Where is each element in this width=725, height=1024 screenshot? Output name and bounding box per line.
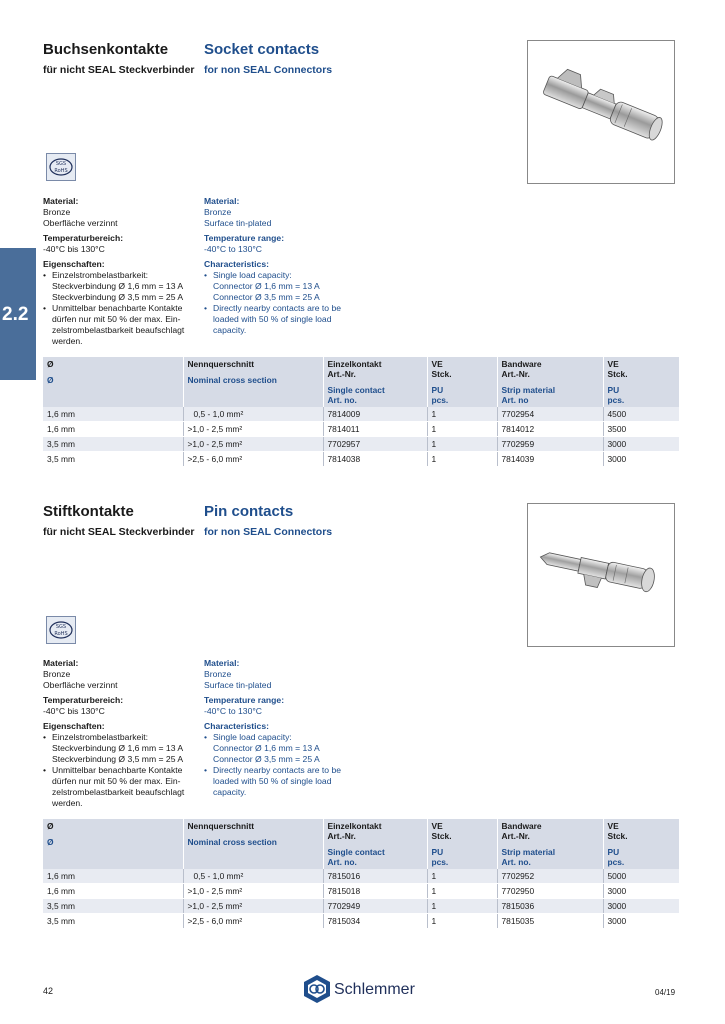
material-line: Oberfläche verzinnt <box>43 218 118 228</box>
product-title-de: Stiftkontakte <box>43 503 134 520</box>
socket-contact-image <box>527 40 675 184</box>
spec-block-de <box>43 658 208 809</box>
material-line: Bronze <box>204 207 232 217</box>
table-cell: 3,5 mm <box>43 914 183 929</box>
characteristics-label: Characteristics: <box>204 259 269 269</box>
table-cell: 1 <box>427 437 497 452</box>
characteristic-subline: Connector Ø 3,5 mm = 25 A <box>213 292 320 302</box>
table-cell: 1,6 mm <box>43 422 183 437</box>
header-label-en: Ø <box>47 837 54 847</box>
table-cell: 7702959 <box>497 437 603 452</box>
material-line: Surface tin-plated <box>204 218 272 228</box>
table-header-cell <box>497 819 603 869</box>
header-label-de: Einzelkontakt Art.-Nr. <box>327 821 382 841</box>
table-cell: 3000 <box>603 914 679 929</box>
temperature-value: -40°C to 130°C <box>204 244 262 254</box>
product-subtitle-en: for non SEAL Connectors <box>204 526 333 538</box>
header-label-en: PU pcs. <box>431 385 449 405</box>
material-line: Oberfläche verzinnt <box>43 680 118 690</box>
table-cell: 7815016 <box>323 869 427 884</box>
table-cell: 3000 <box>603 452 679 467</box>
characteristic-subline: Steckverbindung Ø 3,5 mm = 25 A <box>52 754 184 764</box>
table-cell: 7815036 <box>497 899 603 914</box>
characteristic-item: • Directly nearby contacts are to be loaded with 50 % of single load capacity. <box>204 765 369 798</box>
characteristic-item: • Single load capacity: <box>204 270 369 281</box>
material-label: Material: <box>204 196 240 206</box>
table-cell: 7814038 <box>323 452 427 467</box>
header-label-en: Nominal cross section <box>187 837 277 847</box>
table-cell: >1,0 - 2,5 mm² <box>183 884 323 899</box>
characteristic-item: • Einzelstrombelastbarkeit: <box>43 732 208 743</box>
header-label-en: Single contact Art. no. <box>327 847 385 867</box>
table-cell: 3500 <box>603 422 679 437</box>
certification-icon <box>46 616 76 644</box>
brand-name: Schlemmer <box>334 981 415 998</box>
temperature-value: -40°C to 130°C <box>204 706 262 716</box>
characteristic-subline: Connector Ø 3,5 mm = 25 A <box>213 754 320 764</box>
table-cell: 7702954 <box>497 407 603 422</box>
svg-text:RoHS: RoHS <box>54 631 68 637</box>
pin-contact-image <box>527 503 675 647</box>
table-row <box>43 884 679 899</box>
table-cell: 0,5 - 1,0 mm² <box>183 869 323 884</box>
table-cell: >2,5 - 6,0 mm² <box>183 914 323 929</box>
table-cell: 7815034 <box>323 914 427 929</box>
table-cell: >1,0 - 2,5 mm² <box>183 422 323 437</box>
header-label-en: Nominal cross section <box>187 375 277 385</box>
table-cell: 3,5 mm <box>43 437 183 452</box>
temperature-value: -40°C bis 130°C <box>43 706 105 716</box>
table-cell: 1 <box>427 914 497 929</box>
characteristic-item: • Einzelstrombelastbarkeit: <box>43 270 208 281</box>
table-header-cell <box>43 819 183 869</box>
spec-table <box>43 357 679 467</box>
table-cell: 1 <box>427 452 497 467</box>
product-subtitle-de: für nicht SEAL Steckverbinder <box>43 64 195 76</box>
material-label: Material: <box>43 658 79 668</box>
table-row <box>43 899 679 914</box>
product-subtitle-de: für nicht SEAL Steckverbinder <box>43 526 195 538</box>
table-header-cell <box>427 357 497 407</box>
characteristic-item: • Directly nearby contacts are to be loaded with 50 % of single load capacity. <box>204 303 369 336</box>
table-header-cell <box>323 357 427 407</box>
table-cell: 7702950 <box>497 884 603 899</box>
table-cell: 7814039 <box>497 452 603 467</box>
table-cell: 1 <box>427 884 497 899</box>
characteristics-label: Characteristics: <box>204 721 269 731</box>
table-row <box>43 422 679 437</box>
table-cell: 7702952 <box>497 869 603 884</box>
svg-text:SGS: SGS <box>55 161 67 167</box>
characteristic-subline: Steckverbindung Ø 3,5 mm = 25 A <box>52 292 184 302</box>
table-cell: 3000 <box>603 884 679 899</box>
table-cell: >1,0 - 2,5 mm² <box>183 437 323 452</box>
header-label-en: PU pcs. <box>431 847 449 867</box>
temperature-value: -40°C bis 130°C <box>43 244 105 254</box>
header-label-de: VE Stck. <box>431 821 452 841</box>
table-header-cell <box>43 357 183 407</box>
table-cell: 3000 <box>603 437 679 452</box>
material-label: Material: <box>204 658 240 668</box>
table-cell: 3,5 mm <box>43 452 183 467</box>
header-label-de: VE Stck. <box>431 359 452 379</box>
table-header-cell <box>183 819 323 869</box>
table-cell: 7702949 <box>323 899 427 914</box>
header-label-de: Bandware Art.-Nr. <box>501 821 542 841</box>
section-tab <box>0 248 36 380</box>
table-cell: 1 <box>427 869 497 884</box>
spec-table <box>43 819 679 929</box>
table-header-cell <box>603 819 679 869</box>
table-cell: 7814011 <box>323 422 427 437</box>
characteristic-subline: Connector Ø 1,6 mm = 13 A <box>213 281 320 291</box>
material-line: Bronze <box>43 669 71 679</box>
page-number: 42 <box>43 986 54 996</box>
characteristic-subline: Steckverbindung Ø 1,6 mm = 13 A <box>52 281 184 291</box>
spec-block-en <box>204 658 369 798</box>
characteristics-label: Eigenschaften: <box>43 721 105 731</box>
table-header-cell <box>323 819 427 869</box>
table-cell: 1,6 mm <box>43 407 183 422</box>
header-label-en: Strip material Art. no. <box>501 847 556 867</box>
header-label-de: Ø <box>47 359 54 369</box>
characteristics-label: Eigenschaften: <box>43 259 105 269</box>
table-cell: 1 <box>427 422 497 437</box>
brand-hexagon-icon <box>302 974 332 1004</box>
header-label-de: Nennquerschnitt <box>187 821 255 831</box>
header-label-en: PU pcs. <box>607 847 625 867</box>
temperature-label: Temperaturbereich: <box>43 695 124 705</box>
header-label-en: Ø <box>47 375 54 385</box>
characteristic-subline: Connector Ø 1,6 mm = 13 A <box>213 743 320 753</box>
header-label-de: VE Stck. <box>607 821 628 841</box>
characteristic-subline: Steckverbindung Ø 1,6 mm = 13 A <box>52 743 184 753</box>
table-row <box>43 452 679 467</box>
product-title-de: Buchsenkontakte <box>43 41 169 58</box>
table-cell: 7814009 <box>323 407 427 422</box>
svg-text:RoHS: RoHS <box>54 168 68 174</box>
characteristic-item: • Single load capacity: <box>204 732 369 743</box>
temperature-label: Temperaturbereich: <box>43 233 124 243</box>
table-cell: 1,6 mm <box>43 869 183 884</box>
material-line: Surface tin-plated <box>204 680 272 690</box>
material-label: Material: <box>43 196 79 206</box>
header-label-en: Strip material Art. no <box>501 385 556 405</box>
header-label-de: Nennquerschnitt <box>187 359 255 369</box>
material-line: Bronze <box>43 207 71 217</box>
table-header-cell <box>427 819 497 869</box>
spec-block-de <box>43 196 208 347</box>
table-cell: >1,0 - 2,5 mm² <box>183 899 323 914</box>
table-header-cell <box>603 357 679 407</box>
spec-block-en <box>204 196 369 336</box>
table-cell: 0,5 - 1,0 mm² <box>183 407 323 422</box>
revision-date: 04/19 <box>655 988 676 997</box>
table-cell: 7815018 <box>323 884 427 899</box>
product-title-en: Socket contacts <box>204 41 320 58</box>
table-row <box>43 407 679 422</box>
table-header-cell <box>497 357 603 407</box>
table-cell: >2,5 - 6,0 mm² <box>183 452 323 467</box>
table-cell: 7815035 <box>497 914 603 929</box>
header-label-en: Single contact Art. no. <box>327 385 385 405</box>
header-label-de: Einzelkontakt Art.-Nr. <box>327 359 382 379</box>
certification-icon <box>46 153 76 181</box>
header-label-de: Ø <box>47 821 54 831</box>
header-label-en: PU pcs. <box>607 385 625 405</box>
table-row <box>43 914 679 929</box>
table-row <box>43 869 679 884</box>
section-tab-label: 2.2 <box>2 304 29 325</box>
header-label-de: Bandware Art.-Nr. <box>501 359 542 379</box>
temperature-label: Temperature range: <box>204 233 285 243</box>
characteristic-item: • Unmittelbar benachbarte Kontakte dürfen nur mit 50 % der max. Ein- zelstrombelastbarkeit beaufschlagt werden. <box>43 765 208 809</box>
material-line: Bronze <box>204 669 232 679</box>
table-cell: 1 <box>427 899 497 914</box>
table-row <box>43 437 679 452</box>
characteristic-item: • Unmittelbar benachbarte Kontakte dürfen nur mit 50 % der max. Ein- zelstrombelastbarkeit beaufschlagt werden. <box>43 303 208 347</box>
product-title-en: Pin contacts <box>204 503 294 520</box>
table-cell: 3000 <box>603 899 679 914</box>
table-cell: 7814012 <box>497 422 603 437</box>
table-cell: 3,5 mm <box>43 899 183 914</box>
svg-text:SGS: SGS <box>55 624 67 630</box>
product-subtitle-en: for non SEAL Connectors <box>204 64 333 76</box>
table-cell: 5000 <box>603 869 679 884</box>
header-label-de: VE Stck. <box>607 359 628 379</box>
table-cell: 7702957 <box>323 437 427 452</box>
table-cell: 4500 <box>603 407 679 422</box>
table-cell: 1,6 mm <box>43 884 183 899</box>
temperature-label: Temperature range: <box>204 695 285 705</box>
table-header-cell <box>183 357 323 407</box>
table-cell: 1 <box>427 407 497 422</box>
